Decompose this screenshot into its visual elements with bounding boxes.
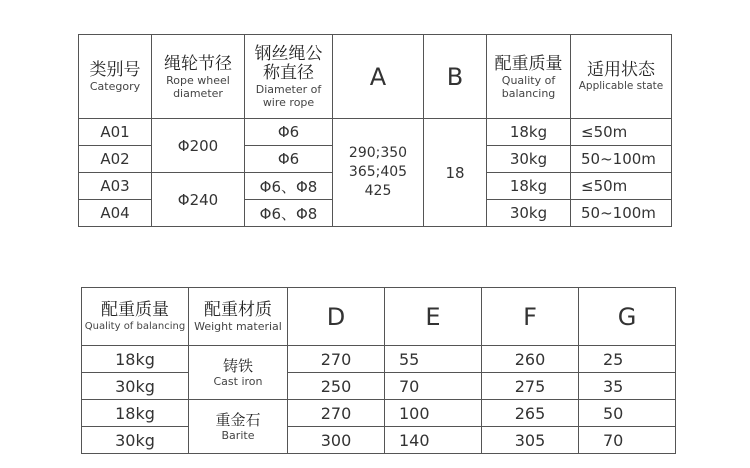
material-cell: 铸铁 Cast iron	[189, 346, 288, 400]
wheel-diameter-cell: Φ240	[152, 173, 245, 227]
mass-cell: 18kg	[82, 346, 189, 373]
d-cell: 250	[288, 373, 385, 400]
g-cell: 50	[579, 400, 676, 427]
e-cell: 100	[385, 400, 482, 427]
d-cell: 300	[288, 427, 385, 454]
table-row	[82, 400, 676, 427]
mass-cell: 30kg	[487, 146, 571, 173]
header-a: A	[333, 35, 424, 119]
rope-diameter-cell: Φ6、Φ8	[245, 173, 333, 200]
b-value-cell: 18	[424, 119, 487, 227]
header-d: D	[288, 288, 385, 346]
f-cell: 265	[482, 400, 579, 427]
mass-cell: 18kg	[82, 400, 189, 427]
rope-diameter-cell: Φ6、Φ8	[245, 200, 333, 227]
state-cell: ≤50m	[571, 119, 672, 146]
category-cell: A02	[79, 146, 152, 173]
header-applicable-state: 适用状态 Applicable state	[571, 35, 672, 119]
rope-diameter-cell: Φ6	[245, 146, 333, 173]
header-rope-wheel-diameter: 绳轮节径 Rope wheel diameter	[152, 35, 245, 119]
material-cell: 重金石 Barite	[189, 400, 288, 454]
weight-dimension-table	[81, 287, 676, 454]
mass-cell: 30kg	[82, 427, 189, 454]
state-cell: 50~100m	[571, 200, 672, 227]
header-wire-rope-diameter: 钢丝绳公称直径 Diameter of wire rope	[245, 35, 333, 119]
f-cell: 260	[482, 346, 579, 373]
e-cell: 70	[385, 373, 482, 400]
table-row	[82, 373, 676, 400]
state-cell: ≤50m	[571, 173, 672, 200]
state-cell: 50~100m	[571, 146, 672, 173]
category-cell: A03	[79, 173, 152, 200]
category-cell: A04	[79, 200, 152, 227]
d-cell: 270	[288, 400, 385, 427]
table-row	[79, 119, 672, 146]
header-quality-of-balancing: 配重质量 Quality of balancing	[82, 288, 189, 346]
mass-cell: 30kg	[487, 200, 571, 227]
mass-cell: 18kg	[487, 119, 571, 146]
table-row	[82, 427, 676, 454]
header-g: G	[579, 288, 676, 346]
category-cell: A01	[79, 119, 152, 146]
table-row	[82, 346, 676, 373]
g-cell: 35	[579, 373, 676, 400]
header-f: F	[482, 288, 579, 346]
mass-cell: 18kg	[487, 173, 571, 200]
header-quality-of-balancing: 配重质量 Quality of balancing	[487, 35, 571, 119]
d-cell: 270	[288, 346, 385, 373]
f-cell: 305	[482, 427, 579, 454]
header-weight-material: 配重材质 Weight material	[189, 288, 288, 346]
table-header-row	[82, 288, 676, 346]
table-header-row	[79, 35, 672, 119]
f-cell: 275	[482, 373, 579, 400]
wheel-diameter-cell: Φ200	[152, 119, 245, 173]
rope-diameter-cell: Φ6	[245, 119, 333, 146]
g-cell: 70	[579, 427, 676, 454]
g-cell: 25	[579, 346, 676, 373]
e-cell: 140	[385, 427, 482, 454]
e-cell: 55	[385, 346, 482, 373]
mass-cell: 30kg	[82, 373, 189, 400]
header-b: B	[424, 35, 487, 119]
header-e: E	[385, 288, 482, 346]
header-category: 类别号 Category	[79, 35, 152, 119]
specification-table	[78, 34, 672, 227]
a-values-cell: 290;350 365;405 425	[333, 119, 424, 227]
